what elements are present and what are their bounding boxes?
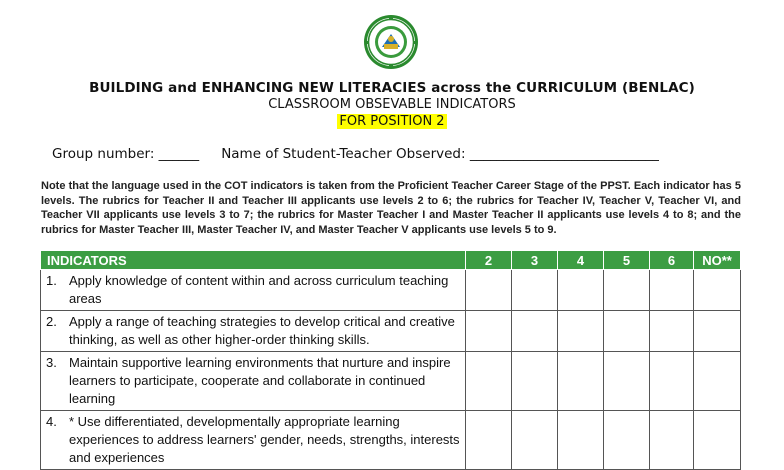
header-no: NO** [694, 251, 741, 270]
header-level-6: 6 [650, 251, 694, 270]
indicator-cell [41, 352, 466, 411]
indicator-number: 3. [46, 355, 57, 370]
rating-cell[interactable] [512, 311, 558, 352]
rating-cell[interactable] [512, 411, 558, 470]
document-subtitle: CLASSROOM OBSEVABLE INDICATORS [268, 97, 516, 112]
rating-cell[interactable] [650, 270, 694, 311]
rating-cell[interactable] [466, 352, 512, 411]
rating-cell[interactable] [694, 311, 741, 352]
table-row [41, 311, 741, 352]
rating-cell[interactable] [558, 411, 604, 470]
indicator-text: * Use differentiated, developmentally appropriate learning experiences to address learners' gender, needs, strengths, interests and experiences [69, 414, 460, 465]
school-seal-icon [362, 14, 420, 70]
rating-cell[interactable] [604, 411, 650, 470]
table-row [41, 352, 741, 411]
table-header-row [41, 251, 741, 270]
indicator-cell [41, 311, 466, 352]
student-teacher-field[interactable]: Name of Student-Teacher Observed: ____________________________ [221, 146, 659, 162]
rating-cell[interactable] [694, 352, 741, 411]
rating-cell[interactable] [558, 352, 604, 411]
rating-cell[interactable] [650, 311, 694, 352]
rating-cell[interactable] [466, 311, 512, 352]
table-row [41, 270, 741, 311]
indicator-cell [41, 270, 466, 311]
rating-cell[interactable] [512, 270, 558, 311]
rating-cell[interactable] [512, 352, 558, 411]
indicator-number: 4. [46, 414, 57, 429]
indicator-text: Apply knowledge of content within and across curriculum teaching areas [69, 273, 449, 306]
indicator-text: Apply a range of teaching strategies to develop critical and creative thinking, as well as other higher-order thinking skills. [69, 314, 455, 347]
rating-cell[interactable] [604, 311, 650, 352]
rating-cell[interactable] [604, 352, 650, 411]
document-title: BUILDING and ENHANCING NEW LITERACIES across the CURRICULUM (BENLAC) [89, 80, 695, 96]
rating-cell[interactable] [466, 411, 512, 470]
indicator-text: Maintain supportive learning environments that nurture and inspire learners to participate, cooperate and collaborate in continued learning [69, 355, 451, 406]
header-level-3: 3 [512, 251, 558, 270]
position-label [0, 114, 784, 129]
header-level-2: 2 [466, 251, 512, 270]
indicator-cell [41, 411, 466, 470]
indicator-number: 2. [46, 314, 57, 329]
rating-cell[interactable] [650, 352, 694, 411]
header-level-4: 4 [558, 251, 604, 270]
rating-cell[interactable] [694, 411, 741, 470]
indicators-table [40, 250, 741, 470]
form-fields [52, 146, 659, 162]
table-row [41, 411, 741, 470]
header-indicators: INDICATORS [41, 251, 466, 270]
position-highlight: FOR POSITION 2 [339, 114, 445, 129]
rating-cell[interactable] [650, 411, 694, 470]
rubric-note: Note that the language used in the COT indicators is taken from the Proficient Teacher Career Stage of the PPST. Each indicator has 5 levels. The rubrics for Teacher II and Teacher III applicants use levels 2 to 6; the rubrics for Teacher IV, Teacher V, Teacher VI, and Teacher VII applicants use levels 3 to 7; the rubrics for Master Teacher I and Master Teacher II applicants use levels 4 to 8; and the rubrics for Master Teacher III, Master Teacher IV, and Master Teacher V applicants use levels 5 to 9. [41, 180, 741, 236]
rating-cell[interactable] [466, 270, 512, 311]
rating-cell[interactable] [558, 311, 604, 352]
rating-cell[interactable] [694, 270, 741, 311]
header-level-5: 5 [604, 251, 650, 270]
rating-cell[interactable] [604, 270, 650, 311]
rating-cell[interactable] [558, 270, 604, 311]
group-number-field[interactable]: Group number: ______ [52, 146, 200, 162]
indicator-number: 1. [46, 273, 57, 288]
